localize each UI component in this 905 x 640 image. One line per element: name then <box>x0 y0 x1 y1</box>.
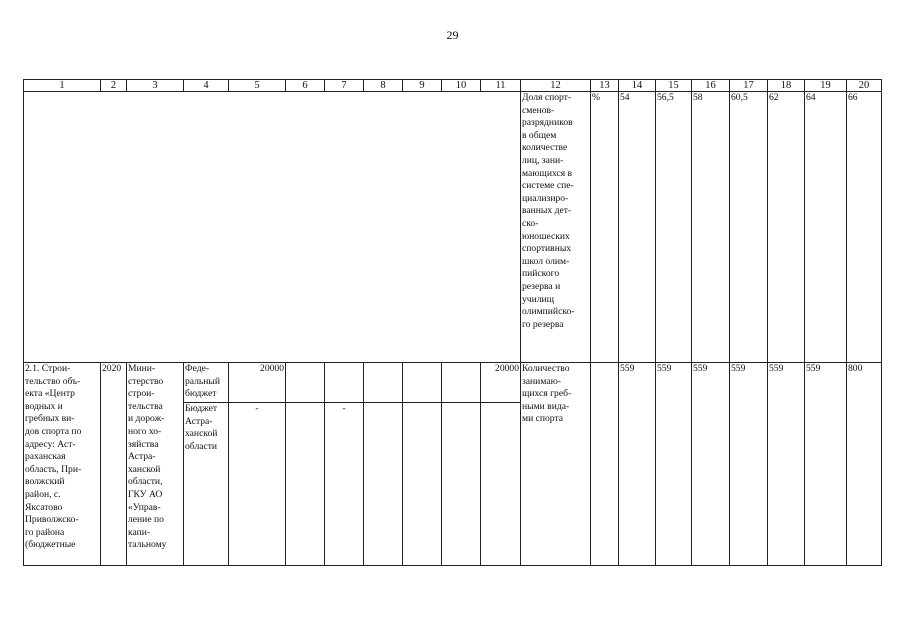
col-header-19: 19 <box>805 80 847 92</box>
amount-cell: - <box>325 403 364 566</box>
col-header-3: 3 <box>127 80 184 92</box>
value-cell: 559 <box>768 363 805 566</box>
value-cell: 66 <box>847 92 882 363</box>
indicator-cell: Доля спорт- сменов- разрядников в общем количестве лиц, зани- мающихся в системе спе- циализиро- ванных дет- ско- юношеских спортивных школ олим- пийского резерва и училищ олимпийско- го резерва <box>521 92 591 363</box>
amount-cell <box>442 403 481 566</box>
empty-merged-cell <box>24 92 521 363</box>
col-header-20: 20 <box>847 80 882 92</box>
executor-cell: Мини- стерство строи- тельства и дорож- ного хо- зяйства Астра- ханской области, ГКУ АО «Управ- ление по капи- тальному <box>127 363 184 566</box>
value-cell: 559 <box>619 363 656 566</box>
funding-source-regional: Бюджет Астра- ханской области <box>184 403 229 566</box>
value-cell: 559 <box>730 363 768 566</box>
amount-cell <box>481 403 521 566</box>
unit-cell: % <box>591 92 619 363</box>
col-header-11: 11 <box>481 80 521 92</box>
column-number-row <box>24 80 882 92</box>
amount-cell <box>286 403 325 566</box>
value-cell: 62 <box>768 92 805 363</box>
amount-cell <box>364 363 403 403</box>
col-header-7: 7 <box>325 80 364 92</box>
program-table <box>23 79 882 566</box>
amount-cell: 20000 <box>481 363 521 403</box>
col-header-9: 9 <box>403 80 442 92</box>
col-header-6: 6 <box>286 80 325 92</box>
col-header-4: 4 <box>184 80 229 92</box>
value-cell: 800 <box>847 363 882 566</box>
amount-cell <box>325 363 364 403</box>
amount-cell <box>286 363 325 403</box>
value-cell: 54 <box>619 92 656 363</box>
funding-source-federal: Феде- ральный бюджет <box>184 363 229 403</box>
col-header-13: 13 <box>591 80 619 92</box>
col-header-14: 14 <box>619 80 656 92</box>
year-cell: 2020 <box>101 363 127 566</box>
value-cell: 60,5 <box>730 92 768 363</box>
activity-cell: 2.1. Строи- тельство объ- екта «Центр водных и гребных ви- дов спорта по адресу: Аст- раханская область, При- волжский район, с. Яксатово Приволжско- го района (бюджетные <box>24 363 101 566</box>
amount-cell <box>403 403 442 566</box>
value-cell: 559 <box>656 363 692 566</box>
col-header-5: 5 <box>229 80 286 92</box>
unit-cell <box>591 363 619 566</box>
col-header-1: 1 <box>24 80 101 92</box>
amount-cell <box>364 403 403 566</box>
table-row <box>24 363 882 403</box>
value-cell: 559 <box>692 363 730 566</box>
col-header-17: 17 <box>730 80 768 92</box>
col-header-2: 2 <box>101 80 127 92</box>
page-number: 29 <box>446 28 459 42</box>
col-header-18: 18 <box>768 80 805 92</box>
value-cell: 64 <box>805 92 847 363</box>
amount-cell <box>442 363 481 403</box>
table-row <box>24 92 882 363</box>
col-header-16: 16 <box>692 80 730 92</box>
amount-cell: 20000 <box>229 363 286 403</box>
amount-cell: - <box>229 403 286 566</box>
indicator-cell: Количество занимаю- щихся греб- ными вида- ми спорта <box>521 363 591 566</box>
value-cell: 559 <box>805 363 847 566</box>
amount-cell <box>403 363 442 403</box>
value-cell: 58 <box>692 92 730 363</box>
col-header-15: 15 <box>656 80 692 92</box>
col-header-10: 10 <box>442 80 481 92</box>
col-header-12: 12 <box>521 80 591 92</box>
col-header-8: 8 <box>364 80 403 92</box>
value-cell: 56,5 <box>656 92 692 363</box>
